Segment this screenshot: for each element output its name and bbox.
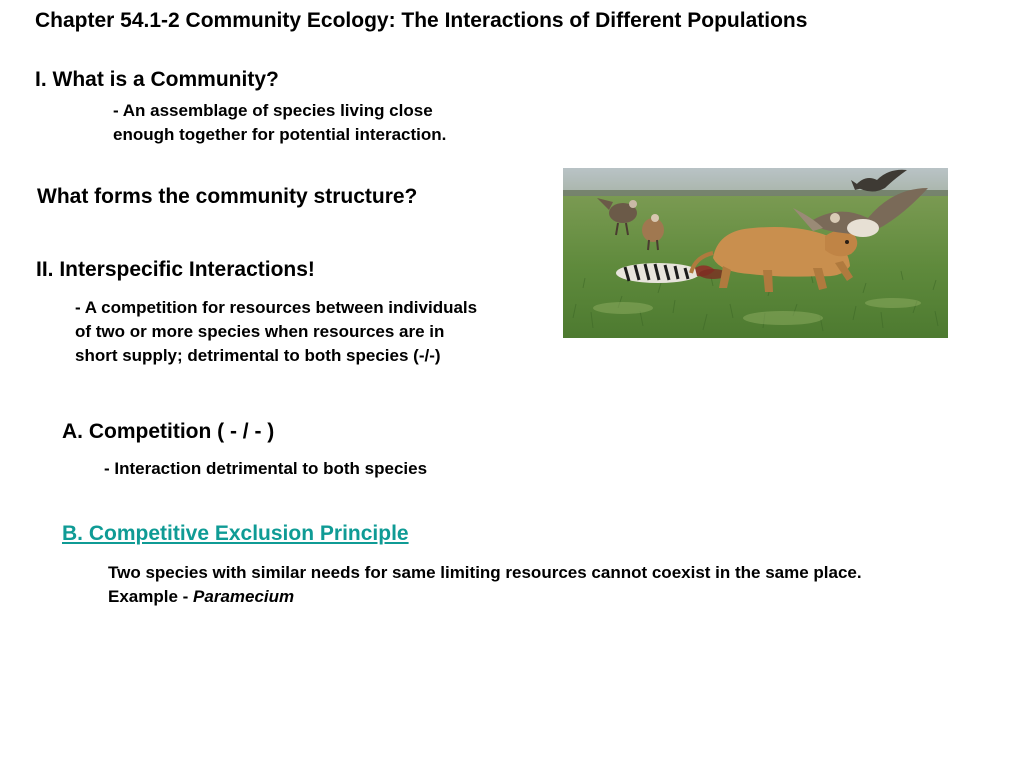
competition-definition: - A competition for resources between individuals of two or more species when resources are in short supply; detrimental to both species (-/-)	[75, 298, 478, 365]
competitive-exclusion-link[interactable]: B. Competitive Exclusion Principle	[62, 522, 409, 545]
competition-detail: - Interaction detrimental to both species	[104, 459, 428, 478]
exclusion-definition-text: Two species with similar needs for same limiting resources cannot coexist in the same place. Example -	[108, 563, 862, 606]
subsection-heading-competition: A. Competition ( - / - )	[62, 420, 275, 443]
example-organism: Paramecium	[193, 587, 295, 606]
community-structure-question: What forms the community structure?	[37, 185, 418, 208]
community-definition: - An assemblage of species living close enough together for potential interaction.	[113, 101, 447, 144]
section-heading-community: I. What is a Community?	[35, 68, 279, 91]
section-heading-interspecific: II. Interspecific Interactions!	[36, 258, 315, 281]
slide-title: Chapter 54.1-2 Community Ecology: The Interactions of Different Populations	[35, 9, 808, 32]
competitive-exclusion-definition	[108, 561, 868, 609]
savanna-photo	[563, 168, 948, 338]
